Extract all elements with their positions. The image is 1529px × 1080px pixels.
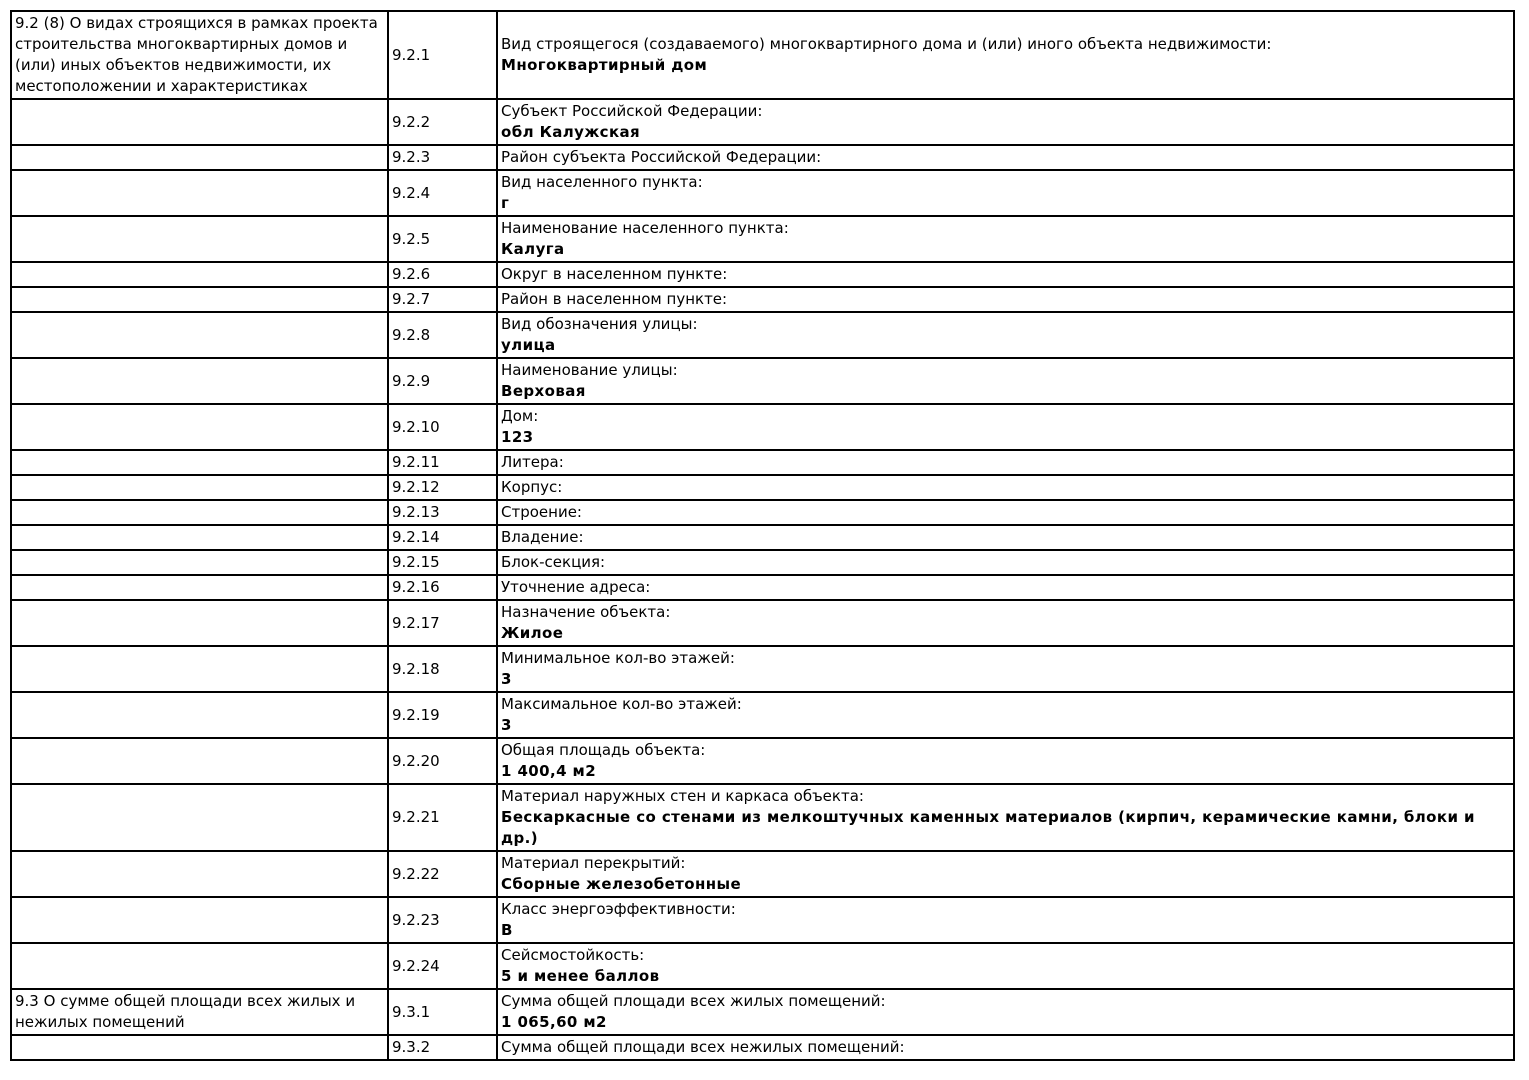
section-cell [11, 600, 388, 646]
field-value: 1 065,60 м2 [501, 1013, 607, 1031]
item-number: 9.2.5 [392, 229, 431, 248]
item-number-cell [388, 450, 497, 475]
item-number: 9.2.1 [392, 45, 431, 64]
item-number-cell [388, 500, 497, 525]
item-number-cell [388, 262, 497, 287]
field-label: Сейсмостойкость: [501, 946, 645, 964]
field-cell [497, 851, 1514, 897]
section-cell [11, 170, 388, 216]
field-value: Многоквартирный дом [501, 56, 708, 74]
table-row [11, 692, 1514, 738]
section-label: 9.2 (8) О видах строящихся в рамках проекта строительства многоквартирных домов и (или) иных объектов недвижимости, их местоположении и характеристиках [15, 14, 378, 95]
item-number: 9.2.6 [392, 265, 431, 283]
field-label: Владение: [501, 528, 584, 546]
field-value: обл Калужская [501, 123, 641, 141]
field-label: Наименование населенного пункта: [501, 219, 789, 237]
section-cell [11, 145, 388, 170]
field-label: Сумма общей площади всех нежилых помещений: [501, 1038, 905, 1056]
table-row [11, 99, 1514, 145]
section-cell [11, 575, 388, 600]
field-label: Блок-секция: [501, 553, 606, 571]
item-number-cell [388, 525, 497, 550]
field-cell [497, 450, 1514, 475]
table-row [11, 170, 1514, 216]
field-label: Вид строящегося (создаваемого) многоквартирного дома и (или) иного объекта недвижимости: [501, 35, 1272, 53]
section-cell [11, 989, 388, 1035]
field-cell [497, 312, 1514, 358]
declaration-table [10, 10, 1515, 1061]
item-number: 9.2.7 [392, 290, 431, 308]
item-number: 9.2.24 [392, 956, 440, 975]
section-cell [11, 287, 388, 312]
field-label: Литера: [501, 453, 564, 471]
field-label: Дом: [501, 407, 539, 425]
item-number: 9.2.23 [392, 910, 440, 929]
table-row [11, 358, 1514, 404]
field-label: Корпус: [501, 478, 563, 496]
field-cell [497, 358, 1514, 404]
field-cell [497, 99, 1514, 145]
field-cell [497, 170, 1514, 216]
section-cell [11, 943, 388, 989]
section-cell [11, 851, 388, 897]
item-number-cell [388, 646, 497, 692]
field-cell [497, 216, 1514, 262]
field-cell [497, 784, 1514, 851]
field-label: Вид обозначения улицы: [501, 315, 698, 333]
item-number-cell [388, 943, 497, 989]
section-cell [11, 738, 388, 784]
item-number: 9.2.8 [392, 325, 431, 344]
section-cell [11, 1035, 388, 1060]
item-number: 9.2.14 [392, 528, 440, 546]
table-row [11, 262, 1514, 287]
table-row [11, 11, 1514, 99]
field-label: Назначение объекта: [501, 603, 671, 621]
section-cell [11, 358, 388, 404]
item-number: 9.2.15 [392, 553, 440, 571]
field-value: Жилое [501, 624, 564, 642]
field-label: Материал перекрытий: [501, 854, 686, 872]
field-label: Вид населенного пункта: [501, 173, 703, 191]
field-label: Общая площадь объекта: [501, 741, 706, 759]
section-cell [11, 216, 388, 262]
section-cell [11, 500, 388, 525]
table-row [11, 897, 1514, 943]
table-row [11, 500, 1514, 525]
section-cell [11, 450, 388, 475]
field-value: 3 [501, 670, 512, 688]
field-cell [497, 145, 1514, 170]
field-cell [497, 1035, 1514, 1060]
item-number-cell [388, 404, 497, 450]
section-cell [11, 475, 388, 500]
field-value: Верховая [501, 382, 586, 400]
field-cell [497, 692, 1514, 738]
item-number-cell [388, 358, 497, 404]
field-label: Класс энергоэффективности: [501, 900, 736, 918]
field-label: Сумма общей площади всех жилых помещений: [501, 992, 886, 1010]
field-value: 123 [501, 428, 534, 446]
table-row [11, 312, 1514, 358]
item-number: 9.3.2 [392, 1038, 431, 1056]
item-number: 9.2.9 [392, 371, 431, 390]
table-row [11, 575, 1514, 600]
table-row [11, 525, 1514, 550]
field-cell [497, 989, 1514, 1035]
field-cell [497, 943, 1514, 989]
section-cell [11, 312, 388, 358]
field-label: Материал наружных стен и каркаса объекта: [501, 787, 864, 805]
field-cell [497, 11, 1514, 99]
section-cell [11, 262, 388, 287]
item-number: 9.2.16 [392, 578, 440, 596]
item-number-cell [388, 216, 497, 262]
field-cell [497, 525, 1514, 550]
item-number: 9.2.20 [392, 751, 440, 770]
item-number-cell [388, 575, 497, 600]
table-row [11, 989, 1514, 1035]
item-number-cell [388, 851, 497, 897]
table-row [11, 738, 1514, 784]
table-body [11, 11, 1514, 1060]
field-value: Калуга [501, 240, 565, 258]
field-cell [497, 262, 1514, 287]
field-cell [497, 500, 1514, 525]
item-number-cell [388, 170, 497, 216]
field-label: Округ в населенном пункте: [501, 265, 728, 283]
item-number: 9.3.1 [392, 1002, 431, 1021]
item-number: 9.2.10 [392, 417, 440, 436]
field-label: Субъект Российской Федерации: [501, 102, 763, 120]
table-row [11, 851, 1514, 897]
field-cell [497, 575, 1514, 600]
item-number-cell [388, 784, 497, 851]
section-cell [11, 11, 388, 99]
field-cell [497, 287, 1514, 312]
item-number-cell [388, 145, 497, 170]
field-cell [497, 550, 1514, 575]
item-number: 9.2.3 [392, 148, 431, 166]
field-cell [497, 475, 1514, 500]
field-label: Район субъекта Российской Федерации: [501, 148, 822, 166]
field-value: Бескаркасные со стенами из мелкоштучных каменных материалов (кирпич, керамические камни, блоки и др.) [501, 808, 1475, 847]
item-number: 9.2.19 [392, 705, 440, 724]
section-cell [11, 897, 388, 943]
field-label: Строение: [501, 503, 582, 521]
section-cell [11, 550, 388, 575]
table-row [11, 1035, 1514, 1060]
section-cell [11, 646, 388, 692]
item-number: 9.2.21 [392, 808, 440, 826]
item-number-cell [388, 600, 497, 646]
item-number-cell [388, 475, 497, 500]
item-number-cell [388, 11, 497, 99]
section-cell [11, 784, 388, 851]
item-number: 9.2.12 [392, 478, 440, 496]
field-cell [497, 600, 1514, 646]
item-number-cell [388, 550, 497, 575]
field-label: Наименование улицы: [501, 361, 678, 379]
field-cell [497, 646, 1514, 692]
table-row [11, 646, 1514, 692]
field-value: улица [501, 336, 556, 354]
field-label: Район в населенном пункте: [501, 290, 728, 308]
table-row [11, 600, 1514, 646]
table-row [11, 404, 1514, 450]
item-number-cell [388, 738, 497, 784]
table-row [11, 784, 1514, 851]
item-number-cell [388, 287, 497, 312]
field-label: Минимальное кол-во этажей: [501, 649, 735, 667]
document-page [10, 10, 1515, 1061]
section-cell [11, 692, 388, 738]
item-number-cell [388, 1035, 497, 1060]
field-cell [497, 738, 1514, 784]
field-value: В [501, 921, 513, 939]
item-number: 9.2.4 [392, 183, 431, 202]
item-number: 9.2.2 [392, 112, 431, 131]
item-number-cell [388, 989, 497, 1035]
section-cell [11, 404, 388, 450]
item-number-cell [388, 312, 497, 358]
field-value: Сборные железобетонные [501, 875, 742, 893]
table-row [11, 450, 1514, 475]
field-label: Уточнение адреса: [501, 578, 651, 596]
field-cell [497, 404, 1514, 450]
item-number: 9.2.11 [392, 453, 440, 471]
table-row [11, 287, 1514, 312]
item-number-cell [388, 692, 497, 738]
item-number: 9.2.18 [392, 659, 440, 678]
item-number-cell [388, 897, 497, 943]
section-cell [11, 99, 388, 145]
section-label: 9.3 О сумме общей площади всех жилых и нежилых помещений [15, 992, 356, 1031]
table-row [11, 216, 1514, 262]
field-label: Максимальное кол-во этажей: [501, 695, 742, 713]
table-row [11, 475, 1514, 500]
item-number: 9.2.17 [392, 613, 440, 632]
item-number: 9.2.22 [392, 864, 440, 883]
section-cell [11, 525, 388, 550]
field-value: 1 400,4 м2 [501, 762, 597, 780]
item-number: 9.2.13 [392, 503, 440, 521]
table-row [11, 145, 1514, 170]
item-number-cell [388, 99, 497, 145]
field-value: 3 [501, 716, 512, 734]
field-value: 5 и менее баллов [501, 967, 660, 985]
field-cell [497, 897, 1514, 943]
table-row [11, 550, 1514, 575]
table-row [11, 943, 1514, 989]
field-value: г [501, 194, 510, 212]
